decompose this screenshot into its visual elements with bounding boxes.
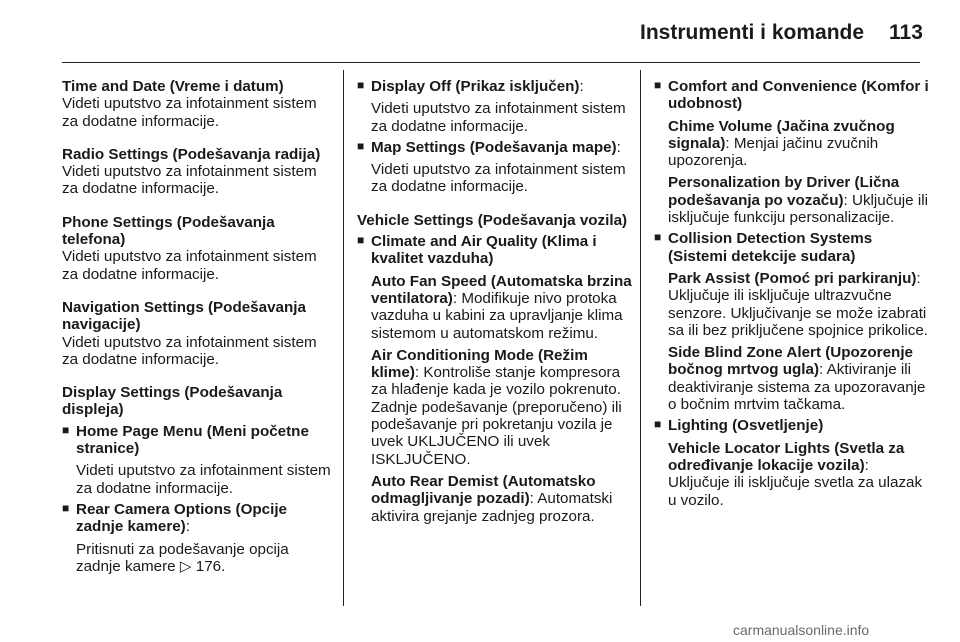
section-vehicle-settings	[357, 212, 633, 525]
setting-side-blind-zone-alert: Side Blind Zone Alert (Upozorenje bočnog mrtvog ugla): Aktiviranje ili deaktiviranje sistema za upozoravanje o bočnim mrtvim tačkama.	[668, 344, 926, 414]
section-heading: Display Settings (Podešavanja displeja)	[62, 384, 283, 419]
bullet-label: ■ Map Settings (Podešavanja mape):	[371, 138, 621, 156]
column-1	[62, 78, 332, 575]
bullet-label: ■ Climate and Air Quality (Klima i kvalitet vazduha)	[371, 233, 597, 268]
section-text: Videti uputstvo za infotainment sistem za dodatne informacije.	[62, 95, 317, 130]
page-header-title: Instrumenti i komande	[640, 21, 865, 44]
bullet-climate-air-quality	[357, 233, 633, 525]
section-heading: Time and Date (Vreme i datum)	[62, 78, 284, 95]
section-text: Videti uputstvo za infotainment sistem za dodatne informacije.	[62, 333, 317, 368]
column-2	[357, 78, 633, 525]
setting-vehicle-locator-lights: Vehicle Locator Lights (Svetla za određivanje lokacije vozila): Uključuje ili isključuje svetla za ulazak u vozilo.	[668, 439, 923, 509]
setting-personalization-by-driver: Personalization by Driver (Lična podešavanja po vozaču): Uključuje ili isključuje funkciju personalizacije.	[668, 174, 928, 227]
section-navigation-settings	[62, 299, 332, 368]
bullet-rear-camera-options	[62, 501, 332, 575]
bullet-text: Pritisnuti za podešavanje opcija zadnje kamere ▷ 176.	[76, 540, 289, 575]
column-3	[654, 78, 930, 509]
bullet-text: Videti uputstvo za infotainment sistem za dodatne informacije.	[371, 161, 626, 196]
section-time-date	[62, 78, 332, 130]
bullet-display-off	[357, 78, 633, 135]
bullet-text: Videti uputstvo za infotainment sistem za dodatne informacije.	[371, 100, 626, 135]
bullet-home-page-menu	[62, 423, 332, 497]
section-heading: Vehicle Settings (Podešavanja vozila)	[357, 211, 628, 229]
bullet-lighting	[654, 417, 930, 508]
section-text: Videti uputstvo za infotainment sistem za dodatne informacije.	[62, 163, 317, 198]
bullet-label: ■ Collision Detection Systems (Sistemi detekcije sudara)	[668, 230, 873, 265]
bullet-label: ■ Rear Camera Options (Opcije zadnje kamere):	[76, 500, 288, 536]
column-divider-2	[640, 70, 641, 606]
section-text: Videti uputstvo za infotainment sistem za dodatne informacije.	[62, 248, 317, 283]
section-heading: Navigation Settings (Podešavanja navigacije)	[62, 298, 306, 334]
watermark-text: carmanualsonline.info	[733, 622, 870, 638]
bullet-label: ■ Lighting (Osvetljenje)	[668, 417, 824, 435]
setting-auto-rear-demist: Auto Rear Demist (Automatsko odmagljivanje pozadi): Automatski aktivira grejanje zadnjeg prozora.	[371, 472, 613, 525]
bullet-label: ■ Comfort and Convenience (Komfor i udobnost)	[668, 78, 929, 113]
bullet-label: ■ Display Off (Prikaz isključen):	[371, 78, 584, 95]
page-reference: 176.	[195, 557, 226, 575]
page-number: 113	[889, 21, 923, 44]
column-divider-1	[343, 70, 344, 606]
header-rule	[62, 62, 920, 63]
bullet-label: ■ Home Page Menu (Meni početne stranice)	[76, 422, 309, 458]
bullet-map-settings	[357, 139, 633, 196]
section-heading: Phone Settings (Podešavanja telefona)	[62, 213, 275, 249]
setting-air-conditioning-mode: Air Conditioning Mode (Režim klime): Kontroliše stanje kompresora za hlađenje kada je vozilo pokrenuto. Zadnje podešavanje (preporučeno) ili podešavanje pri pokretanju vozila je uvek UKLJUČENO ili uvek ISKLJUČENO.	[371, 346, 622, 468]
setting-auto-fan-speed: Auto Fan Speed (Automatska brzina ventilatora): Modifikuje nivo protoka vazduha u kabini za upravljanje klima sistemom u automatskom režimu.	[371, 272, 632, 342]
setting-park-assist: Park Assist (Pomoć pri parkiranju): Uključuje ili isključuje ultrazvučne senzore. Uključivanje se može izabrati sa ili bez priključene spojnice prikolice.	[668, 269, 928, 339]
bullet-text: Videti uputstvo za infotainment sistem za dodatne informacije.	[76, 462, 331, 497]
section-phone-settings	[62, 214, 332, 283]
section-heading: Radio Settings (Podešavanja radija)	[62, 145, 321, 163]
section-radio-settings	[62, 146, 332, 198]
bullet-comfort-convenience	[654, 78, 930, 226]
section-display-settings	[62, 384, 332, 575]
setting-chime-volume: Chime Volume (Jačina zvučnog signala): Menjai jačinu zvučnih upozorenja.	[668, 117, 895, 170]
triangle-arrow-icon: ▷	[179, 557, 192, 575]
bullet-collision-detection	[654, 230, 930, 413]
